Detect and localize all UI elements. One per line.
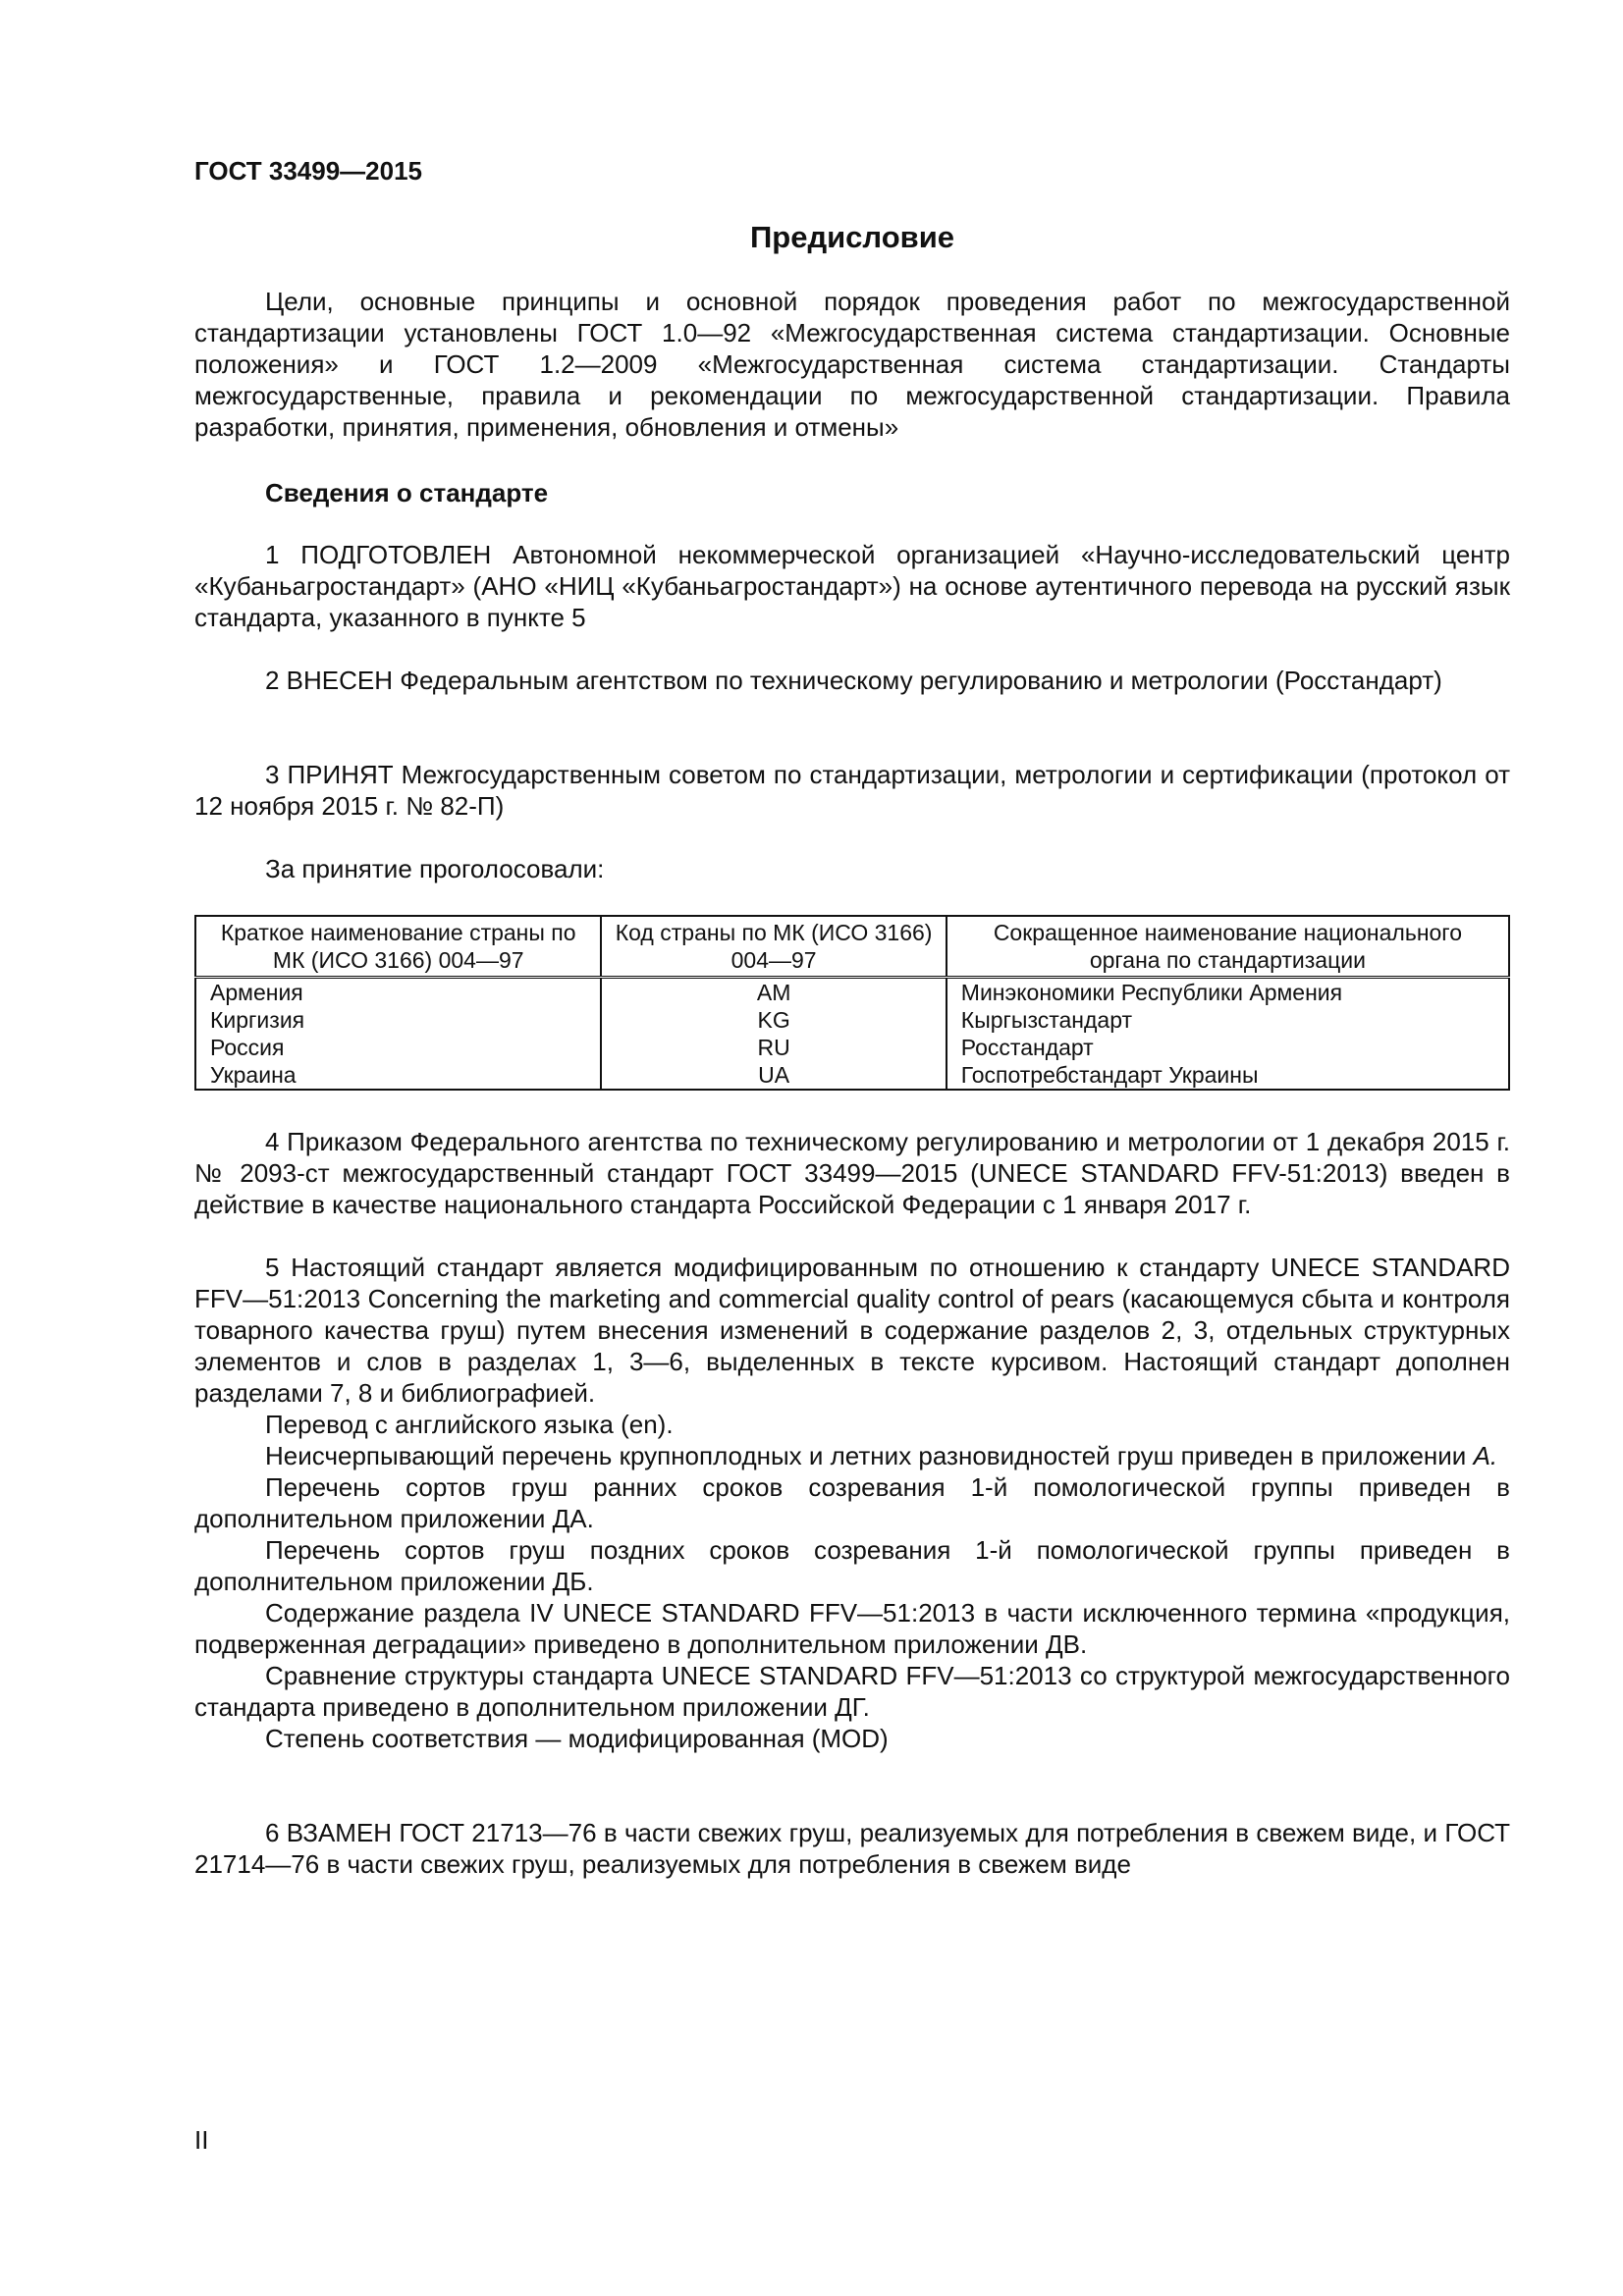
appendix-a-text: Неисчерпывающий перечень крупноплодных и летних разновидностей груш приведен в приложении: [265, 1441, 1474, 1470]
item-4-block: [194, 1126, 1510, 1220]
table-cell-body: Росстандарт: [947, 1034, 1509, 1061]
section-heading: Сведения о стандарте: [265, 478, 549, 507]
page-number: II: [194, 2125, 209, 2155]
item-5-block: [194, 1252, 1510, 1754]
item-3-paragraph: 3 ПРИНЯТ Межгосударственным советом по стандартизации, метрологии и сертификации (протокол от 12 ноября 2015 г. № 82-П): [194, 760, 1510, 821]
item-4-paragraph: 4 Приказом Федерального агентства по техническому регулированию и метрологии от 1 декабря 2015 г. № 2093-ст межгосударственный стандарт ГОСТ 33499—2015 (UNECE STANDARD FFV-51:2013) введен в действие в качестве национального стандарта Российской Федерации с 1 января 2017 г.: [194, 1127, 1510, 1219]
item-1-paragraph: 1 ПОДГОТОВЛЕН Автономной некоммерческой организацией «Научно-исследовательский центр «Кубаньагростандарт» (АНО «НИЦ «Кубаньагростандарт») на основе аутентичного перевода на русский язык стандарта, указанного в пункте 5: [194, 540, 1510, 632]
item-5-paragraph: 5 Настоящий стандарт является модифицированным по отношению к стандарту UNECE STANDARD FFV—51:2013 Concerning the marketing and commercial quality control of pears (касающемуся сбыта и контроля товарного качества груш) путем внесения изменений в содержание разделов 2, 3, отдельных структурных элементов и слов в разделах 1, 3—6, выделенных в тексте курсивом. Настоящий стандарт дополнен разделами 7, 8 и библиографией.: [194, 1253, 1510, 1408]
table-row: [195, 978, 1509, 1007]
conformity-note: Степень соответствия — модифицированная (MOD): [265, 1724, 889, 1753]
countries-table-block: [194, 915, 1510, 1091]
document-number: ГОСТ 33499—2015: [194, 156, 422, 186]
table-cell-code: UA: [601, 1061, 946, 1090]
table-cell-country: Украина: [195, 1061, 601, 1090]
appendix-dv-note: Содержание раздела IV UNECE STANDARD FFV—51:2013 в части исключенного термина «продукция, подверженная деградации» приведено в дополнительном приложении ДВ.: [194, 1598, 1510, 1659]
intro-paragraph: Цели, основные принципы и основной порядок проведения работ по межгосударственной стандартизации установлены ГОСТ 1.0—92 «Межгосударственная система стандартизации. Основные положения» и ГОСТ 1.2—2009 «Межгосударственная система стандартизации. Стандарты межгосударственные, правила и рекомендации по межгосударственной стандартизации. Правила разработки, принятия, применения, обновления и отмены»: [194, 287, 1510, 442]
table-cell-country: Россия: [195, 1034, 601, 1061]
appendix-db-note: Перечень сортов груш поздних сроков созревания 1-й помологической группы приведен в дополнительном приложении ДБ.: [194, 1535, 1510, 1596]
item-2-block: [194, 665, 1510, 696]
table-header-code: Код страны по МК (ИСО 3166) 004—97: [601, 916, 946, 978]
countries-table: [194, 915, 1510, 1091]
info-heading-block: [194, 477, 1510, 508]
table-row: [195, 1006, 1509, 1034]
table-cell-country: Армения: [195, 978, 601, 1007]
table-cell-body: Кыргызстандарт: [947, 1006, 1509, 1034]
table-cell-body: Госпотребстандарт Украины: [947, 1061, 1509, 1090]
table-header-country: Краткое наименование страны по МК (ИСО 3166) 004—97: [195, 916, 601, 978]
appendix-a-note: [194, 1440, 1510, 1471]
table-header-body: Сокращенное наименование национального органа по стандартизации: [947, 916, 1509, 978]
item-1-block: [194, 539, 1510, 633]
table-row: [195, 1034, 1509, 1061]
translation-note: Перевод с английского языка (en).: [265, 1410, 674, 1439]
table-row: [195, 1061, 1509, 1090]
item-3-block: [194, 759, 1510, 822]
intro-block: [194, 286, 1510, 443]
table-cell-body: Минэкономики Республики Армения: [947, 978, 1509, 1007]
appendix-a-letter: А.: [1473, 1441, 1498, 1470]
voted-block: [194, 853, 1510, 884]
item-2-paragraph: 2 ВНЕСЕН Федеральным агентством по техническому регулированию и метрологии (Росстандарт): [265, 666, 1442, 695]
voted-label: За принятие проголосовали:: [265, 854, 605, 883]
appendix-da-note: Перечень сортов груш ранних сроков созревания 1-й помологической группы приведен в дополнительном приложении ДА.: [194, 1472, 1510, 1533]
table-cell-code: RU: [601, 1034, 946, 1061]
page-title: Предисловие: [749, 220, 954, 254]
item-6-block: [194, 1817, 1510, 1880]
item-6-paragraph: 6 ВЗАМЕН ГОСТ 21713—76 в части свежих груш, реализуемых для потребления в свежем виде, и ГОСТ 21714—76 в части свежих груш, реализуемых для потребления в свежем виде: [194, 1818, 1510, 1879]
table-cell-code: KG: [601, 1006, 946, 1034]
table-cell-code: AM: [601, 978, 946, 1007]
table-cell-country: Киргизия: [195, 1006, 601, 1034]
appendix-dg-note: Сравнение структуры стандарта UNECE STANDARD FFV—51:2013 со структурой межгосударственного стандарта приведено в дополнительном приложении ДГ.: [194, 1661, 1510, 1722]
table-header-row: [195, 916, 1509, 978]
